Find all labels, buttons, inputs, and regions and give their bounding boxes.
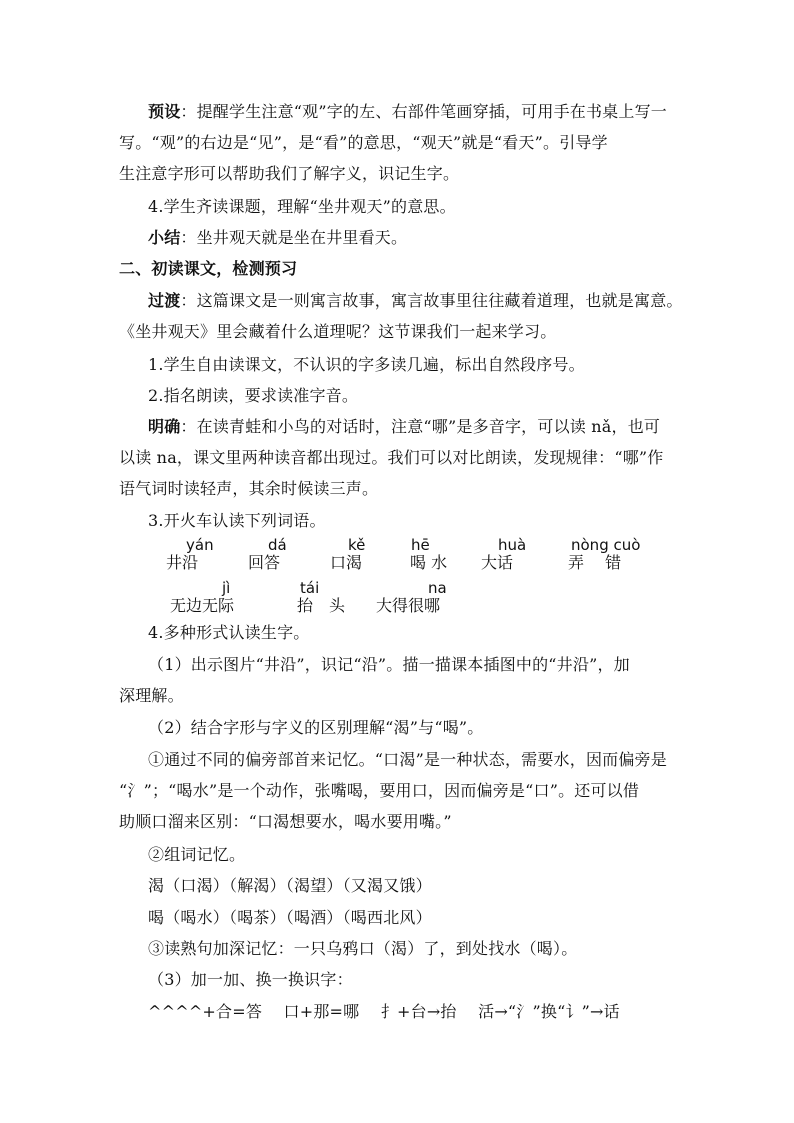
- preview-line-1: 预设：提醒学生注意“观”字的左、右部件笔画穿插，可用手在书桌上写一: [148, 102, 667, 121]
- word-taitou: 抬 头: [297, 596, 346, 615]
- circle-1-line-3: 助顺口溜来区别：“口渴想要水，喝水要用嘴。”: [119, 812, 452, 831]
- summary-line: 小结：坐井观天就是坐在井里看天。: [148, 228, 408, 247]
- summary-label: 小结: [148, 228, 181, 247]
- step-4-read-title: 4.学生齐读课题，理解“坐井观天”的意思。: [148, 197, 456, 216]
- word-jingyan: 井沿: [166, 553, 199, 572]
- pinyin-yan: yán: [186, 536, 214, 554]
- word-wubianwuji: 无边无际: [170, 596, 235, 615]
- word-dadehenna: 大得很哪: [376, 596, 441, 615]
- preview-line-2: 写。“观”的右边是“见”，是“看”的意思，“观天”就是“看天”。引导学: [119, 133, 608, 152]
- word-huida: 回答: [248, 553, 281, 572]
- step-3: 3.开火车认读下列词语。: [148, 511, 326, 530]
- preview-label: 预设: [148, 102, 181, 121]
- step-1: 1.学生自由读课文，不认识的字多读几遍，标出自然段序号。: [148, 355, 585, 374]
- pinyin-da: dá: [268, 536, 287, 554]
- words-ke: 渴（口渴）（解渴）（渴望）（又渴又饿）: [148, 876, 432, 895]
- pinyin-na: na: [428, 579, 447, 597]
- clarify-label: 明确: [148, 417, 181, 436]
- pinyin-ke: kě: [348, 536, 366, 554]
- character-formulas: ^^^^+合=答 口+那=哪 扌+台→抬 活→“氵”换“讠”→话: [148, 1002, 620, 1021]
- step-2: 2.指名朗读，要求读准字音。: [148, 386, 359, 405]
- circle-1-line-2: “氵”；“喝水”是一个动作，张嘴喝，要用口，因而偏旁是“口”。还可以借: [119, 781, 640, 800]
- pinyin-hua: huà: [498, 536, 527, 554]
- pinyin-ji: jì: [222, 579, 231, 597]
- section-heading-2: 二、初读课文，检测预习: [119, 259, 298, 278]
- word-nongcuo: 弄 错: [568, 553, 622, 572]
- word-dahua: 大话: [481, 553, 514, 572]
- point-2: （2）结合字形与字义的区别理解“渴”与“喝”。: [148, 718, 484, 737]
- clarify-line-3: 语气词时读轻声，其余时候读三声。: [119, 479, 379, 498]
- pinyin-tai: tái: [300, 579, 320, 597]
- circle-3: ③读熟句加深记忆：一只乌鸦口（渴）了，到处找水（喝）。: [148, 939, 578, 958]
- circle-1-line-1: ①通过不同的偏旁部首来记忆。“口渴”是一种状态，需要水，因而偏旁是: [148, 750, 667, 769]
- step-4-multi-form: 4.多种形式认读生字。: [148, 623, 310, 642]
- point-1-line-2: 深理解。: [119, 686, 184, 705]
- word-kouke: 口渴: [330, 553, 363, 572]
- pinyin-he: hē: [411, 536, 430, 554]
- word-heshui: 喝 水: [410, 553, 448, 572]
- pinyin-nong-cuo: nòng cuò: [571, 536, 641, 554]
- circle-2: ②组词记忆。: [148, 845, 246, 864]
- point-1-line-1: （1）出示图片“井沿”，识记“沿”。描一描课本插图中的“井沿”，加: [148, 655, 630, 674]
- transition-label: 过渡: [148, 291, 181, 310]
- words-he: 喝（喝水）（喝茶）（喝酒）（喝西北风）: [148, 908, 432, 927]
- preview-line-3: 生注意字形可以帮助我们了解字义，识记生字。: [119, 164, 460, 183]
- transition-line-2: 《坐井观天》里会藏着什么道理呢？这节课我们一起来学习。: [119, 322, 557, 341]
- point-3: （3）加一加、换一换识字：: [148, 970, 353, 989]
- clarify-line-2: 以读 na，课文里两种读音都出现过。我们可以对比朗读，发现规律：“哪”作: [119, 448, 664, 467]
- clarify-line-1: 明确：在读青蛙和小鸟的对话时，注意“哪”是多音字，可以读 nǎ，也可: [148, 417, 661, 436]
- transition-line-1: 过渡：这篇课文是一则寓言故事，寓言故事里往往藏着道理，也就是寓意。: [148, 291, 683, 310]
